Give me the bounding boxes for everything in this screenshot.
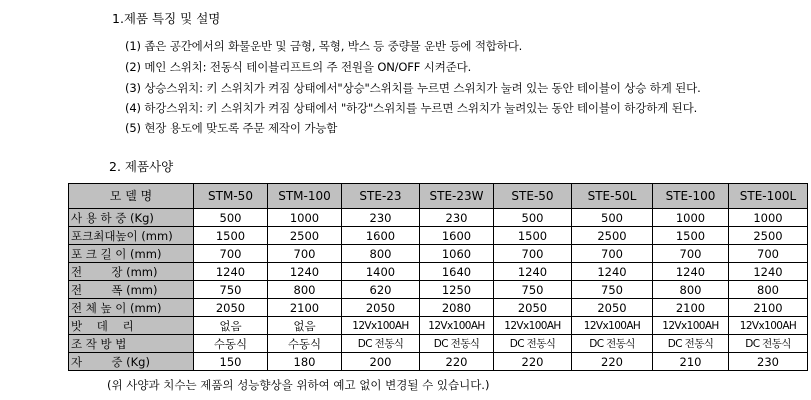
table-cell: 800: [653, 281, 729, 299]
table-cell: 2100: [729, 299, 808, 317]
table-cell: 800: [268, 281, 342, 299]
feature-item: (1) 좁은 공간에서의 화물운반 및 금형, 목형, 박스 등 중량물 운반 등에 적합하다.: [125, 39, 523, 53]
header-label-cell: 모 델 명: [69, 184, 194, 209]
model-header-cell: STM-100: [268, 184, 342, 209]
table-header-row: [69, 184, 808, 209]
table-cell: 700: [268, 245, 342, 263]
feature-item: (4) 하강스위치: 키 스위치가 켜짐 상태에서 "하강"스위치를 누르면 스위치가 눌려있는 동안 테이블이 하강하게 된다.: [125, 101, 698, 115]
row-label: 밧 데 리: [69, 317, 194, 335]
table-row: [69, 245, 808, 263]
table-cell: 700: [494, 245, 572, 263]
table-cell: 2500: [572, 227, 653, 245]
table-cell: 1640: [420, 263, 494, 281]
feature-item: (2) 메인 스위치: 전동식 테이블리프트의 주 전원을 ON/OFF 시켜준다.: [125, 60, 472, 74]
model-header-cell: STE-100: [653, 184, 729, 209]
table-cell: 150: [194, 353, 268, 371]
table-cell: 200: [342, 353, 420, 371]
table-cell: 1240: [653, 263, 729, 281]
section1-title: 1.제품 특징 및 설명: [112, 11, 221, 26]
table-cell: 230: [729, 353, 808, 371]
table-cell: 230: [420, 209, 494, 227]
table-cell: 12Vx100AH: [342, 317, 420, 335]
table-cell: 800: [342, 245, 420, 263]
table-cell: 700: [572, 245, 653, 263]
table-cell: DC 전동식: [342, 335, 420, 353]
table-cell: 2100: [653, 299, 729, 317]
table-row: [69, 263, 808, 281]
table-cell: 750: [494, 281, 572, 299]
table-cell: 500: [194, 209, 268, 227]
table-cell: 2100: [268, 299, 342, 317]
row-label: 사 용 하 중 (Kg): [69, 209, 194, 227]
row-label: 조 작 방 법: [69, 335, 194, 353]
feature-item: (3) 상승스위치: 키 스위치가 켜짐 상태에서"상승"스위치를 누르면 스위치가 눌려 있는 동안 테이블이 상승 하게 된다.: [125, 81, 701, 95]
feature-item: (5) 현장 용도에 맞도록 주문 제작이 가능함: [125, 121, 338, 135]
table-cell: 1500: [494, 227, 572, 245]
table-row: [69, 227, 808, 245]
section2-title: 2. 제품사양: [109, 159, 174, 174]
table-cell: 2080: [420, 299, 494, 317]
table-cell: 700: [729, 245, 808, 263]
table-cell: 2050: [572, 299, 653, 317]
table-cell: 12Vx100AH: [572, 317, 653, 335]
row-label: 전 체 높 이 (mm): [69, 299, 194, 317]
model-header-cell: STE-50: [494, 184, 572, 209]
table-cell: 750: [194, 281, 268, 299]
table-cell: 없음: [268, 317, 342, 335]
table-cell: 수동식: [194, 335, 268, 353]
table-cell: 1000: [729, 209, 808, 227]
table-cell: 500: [572, 209, 653, 227]
model-header-cell: STE-23W: [420, 184, 494, 209]
table-row: [69, 353, 808, 371]
table-cell: DC 전동식: [572, 335, 653, 353]
table-cell: 1060: [420, 245, 494, 263]
table-cell: 12Vx100AH: [494, 317, 572, 335]
table-cell: 12Vx100AH: [653, 317, 729, 335]
table-cell: DC 전동식: [494, 335, 572, 353]
table-cell: 1600: [420, 227, 494, 245]
table-cell: 1240: [194, 263, 268, 281]
table-cell: 1240: [729, 263, 808, 281]
table-cell: 2050: [342, 299, 420, 317]
table-cell: 1000: [268, 209, 342, 227]
row-label: 포크최대높이 (mm): [69, 227, 194, 245]
table-cell: 1240: [268, 263, 342, 281]
model-header-cell: STE-100L: [729, 184, 808, 209]
table-cell: 180: [268, 353, 342, 371]
table-cell: 1500: [194, 227, 268, 245]
table-cell: 1500: [653, 227, 729, 245]
table-cell: 2500: [729, 227, 808, 245]
table-cell: 수동식: [268, 335, 342, 353]
table-cell: 12Vx100AH: [420, 317, 494, 335]
table-row: [69, 335, 808, 353]
row-label: 전 폭 (mm): [69, 281, 194, 299]
table-cell: 2050: [194, 299, 268, 317]
table-cell: DC 전동식: [420, 335, 494, 353]
row-label: 포 크 길 이 (mm): [69, 245, 194, 263]
table-cell: 1240: [494, 263, 572, 281]
table-cell: 500: [494, 209, 572, 227]
table-cell: 750: [572, 281, 653, 299]
table-cell: DC 전동식: [729, 335, 808, 353]
model-header-cell: STE-50L: [572, 184, 653, 209]
table-cell: 700: [653, 245, 729, 263]
model-header-cell: STM-50: [194, 184, 268, 209]
table-cell: DC 전동식: [653, 335, 729, 353]
table-cell: 220: [494, 353, 572, 371]
table-row: [69, 281, 808, 299]
table-cell: 1600: [342, 227, 420, 245]
table-cell: 1000: [653, 209, 729, 227]
table-cell: 12Vx100AH: [729, 317, 808, 335]
table-row: [69, 317, 808, 335]
table-cell: 800: [729, 281, 808, 299]
footnote: (위 사양과 치수는 제품의 성능향상을 위하여 예고 없이 변경될 수 있습니다.): [107, 378, 490, 392]
table-row: [69, 209, 808, 227]
table-cell: 2500: [268, 227, 342, 245]
table-cell: 1240: [572, 263, 653, 281]
spec-table: [68, 183, 808, 371]
table-cell: 없음: [194, 317, 268, 335]
row-label: 자 중 (Kg): [69, 353, 194, 371]
table-cell: 220: [572, 353, 653, 371]
model-header-cell: STE-23: [342, 184, 420, 209]
table-cell: 1400: [342, 263, 420, 281]
table-cell: 620: [342, 281, 420, 299]
table-cell: 230: [342, 209, 420, 227]
table-cell: 1250: [420, 281, 494, 299]
table-row: [69, 299, 808, 317]
table-cell: 220: [420, 353, 494, 371]
table-cell: 210: [653, 353, 729, 371]
table-cell: 700: [194, 245, 268, 263]
table-cell: 2050: [494, 299, 572, 317]
row-label: 전 장 (mm): [69, 263, 194, 281]
